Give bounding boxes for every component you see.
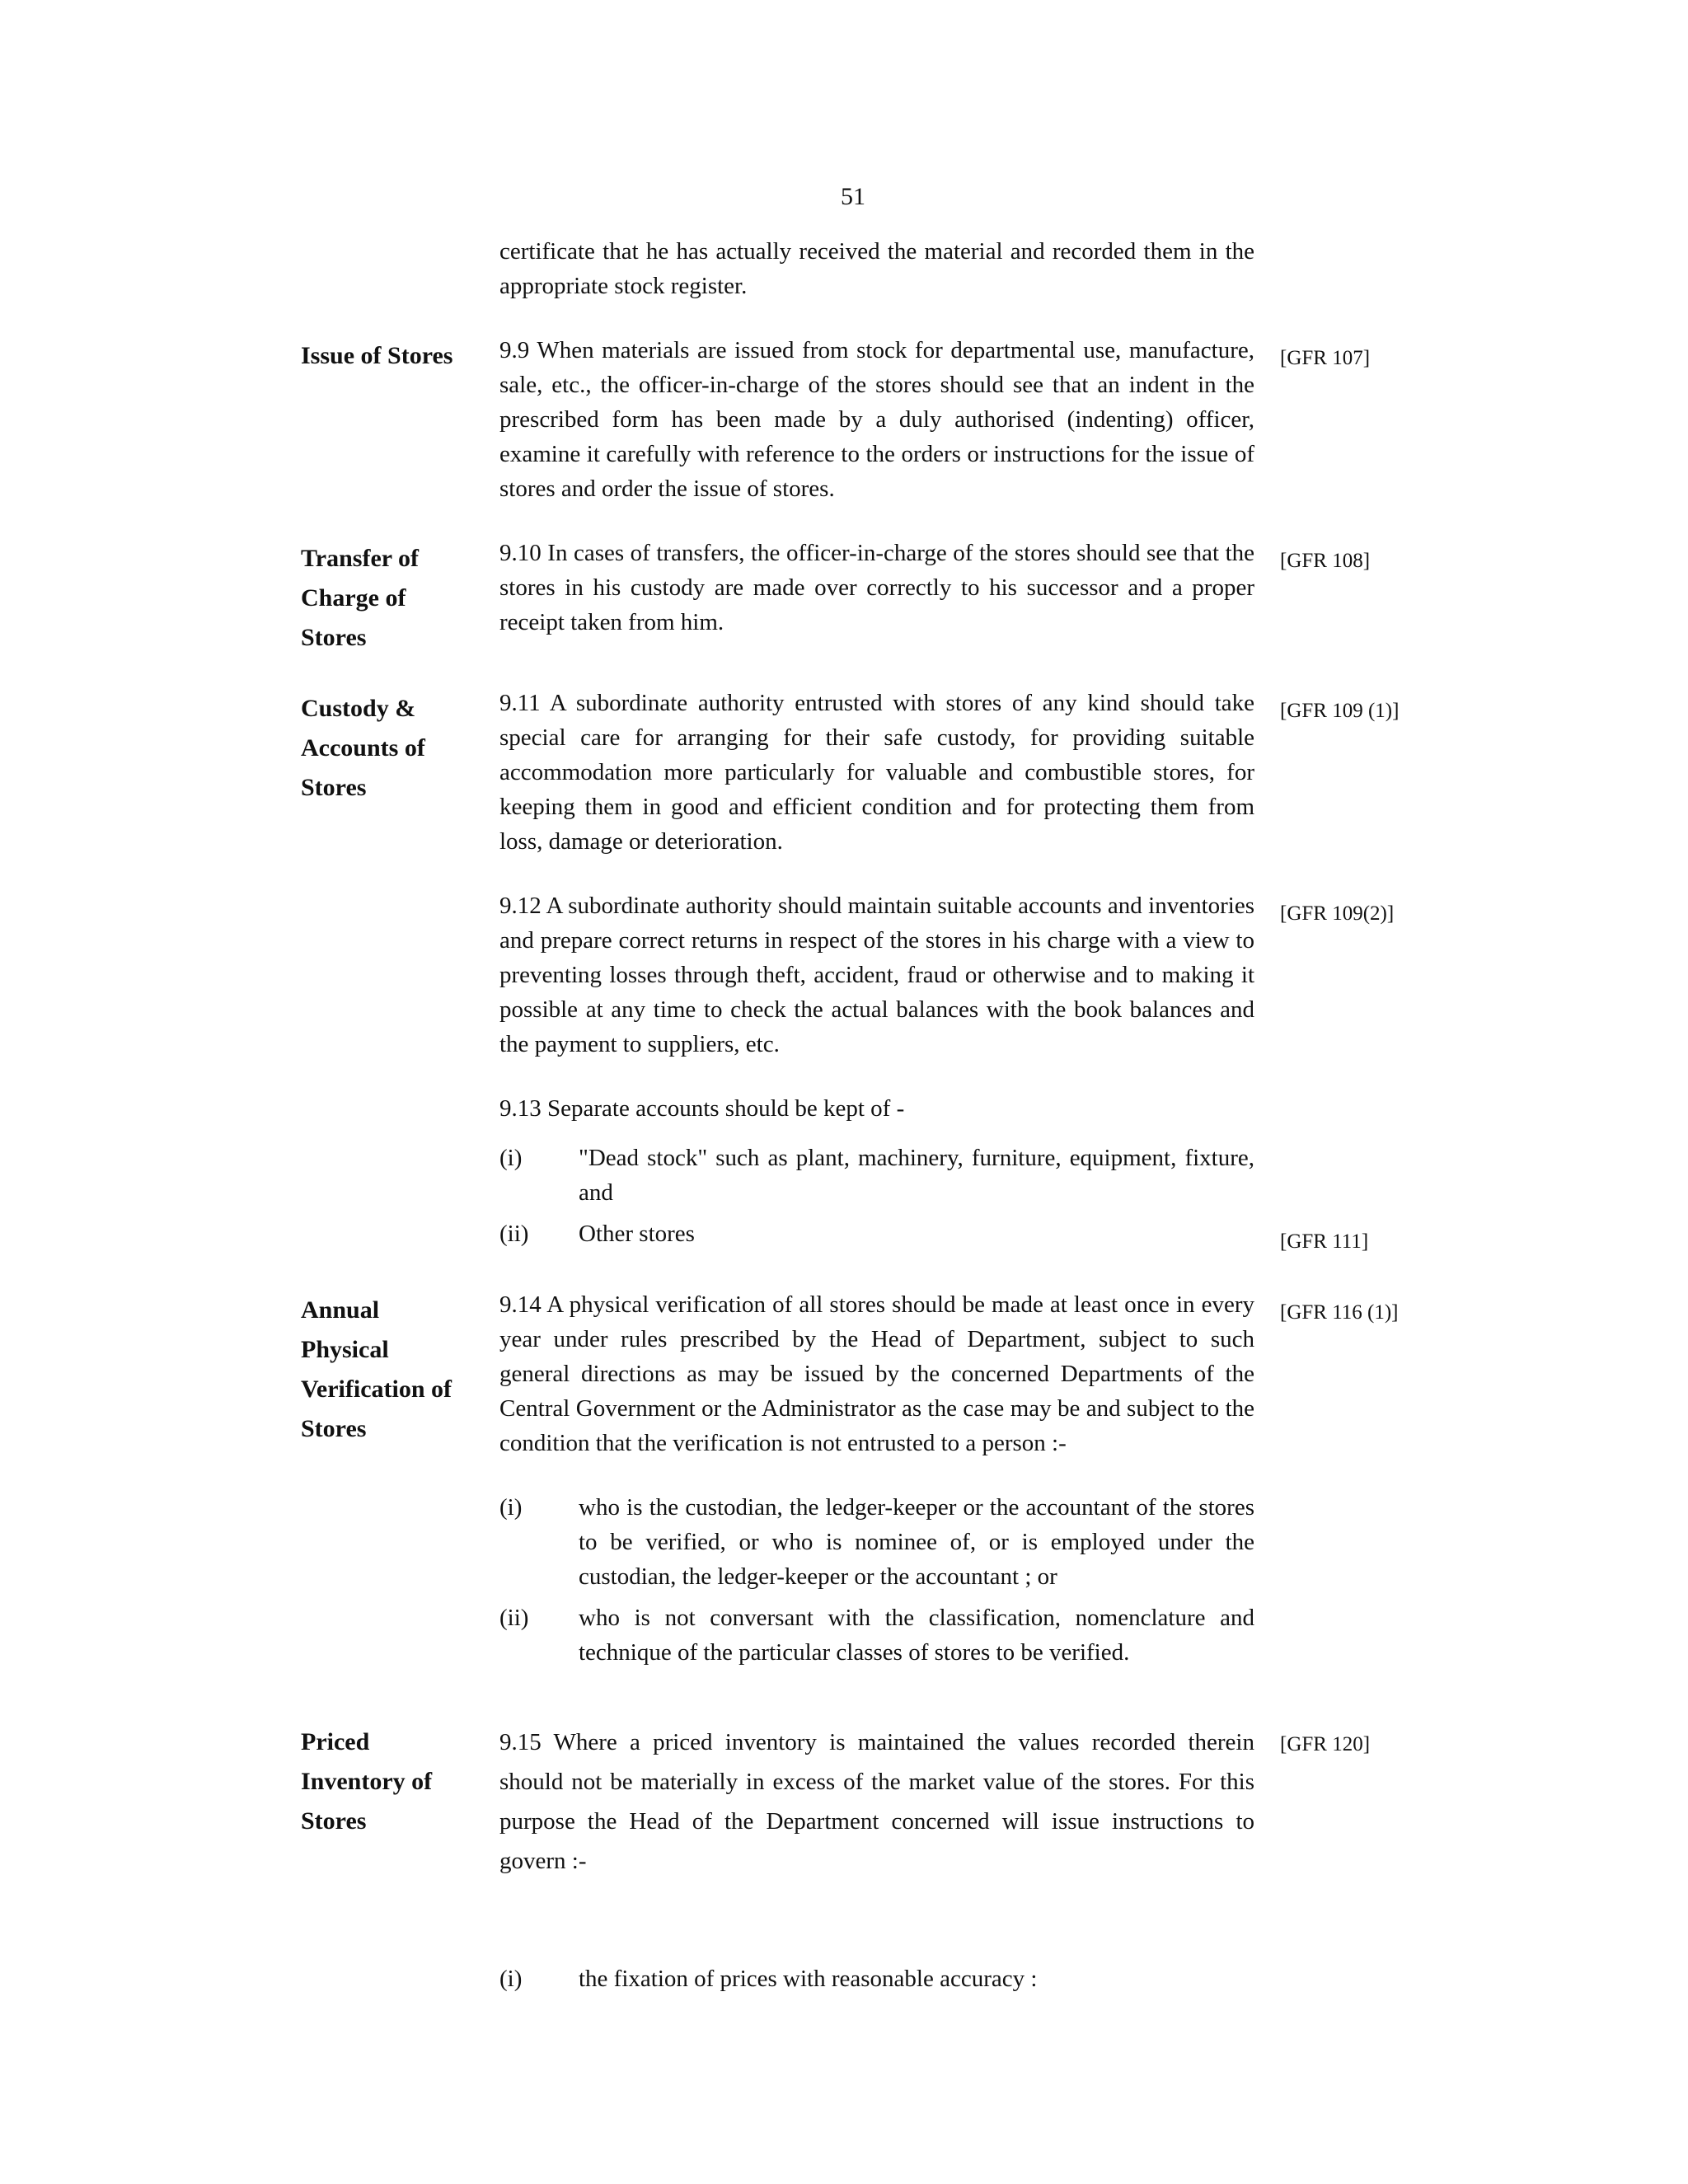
- list-item-number: (i): [499, 1966, 523, 1992]
- list-item-text: the fixation of prices with reasonable accuracy :: [579, 1966, 1038, 1992]
- side-heading-transfer-of-charge: [301, 539, 478, 658]
- side-heading-line: Stores: [301, 774, 367, 801]
- paragraph-9-10: 9.10 In cases of transfers, the officer-in-charge of the stores should see that the stores in his custody are made over correctly to his successor and a proper receipt taken from him.: [499, 540, 1254, 635]
- paragraph-9-15: 9.15 Where a priced inventory is maintained the values recorded therein should not be materially in excess of the market value of the stores. For this purpose the Head of the Department concerned will issue instructions to govern :-: [499, 1729, 1254, 1874]
- reference-gfr-116-1: [GFR 116 (1)]: [1280, 1301, 1399, 1324]
- list-item-number: (i): [499, 1145, 523, 1171]
- list-item: [499, 1216, 1254, 1251]
- list-item: [499, 1601, 1254, 1670]
- side-heading-line: Stores: [301, 1415, 367, 1442]
- list-item-number: (ii): [499, 1221, 529, 1247]
- list-item-text: who is not conversant with the classification, nomenclature and technique of the particular classes of stores to be verified.: [579, 1605, 1254, 1666]
- side-heading-line: Verification of: [301, 1376, 452, 1403]
- side-heading-line: Custody &: [301, 695, 416, 722]
- side-heading-custody-accounts: [301, 689, 478, 808]
- side-heading-line: Charge of: [301, 584, 406, 612]
- side-heading-line: Inventory of: [301, 1768, 433, 1795]
- list-item-text: who is the custodian, the ledger-keeper or the accountant of the stores to be verified, or who is nominee of, or is employed under the custodian, the ledger-keeper or the accountant ; or: [579, 1494, 1254, 1590]
- reference-gfr-107: [GFR 107]: [1280, 347, 1371, 369]
- reference-gfr-109-2: [GFR 109(2)]: [1280, 902, 1395, 925]
- side-heading-issue-of-stores: Issue of Stores: [301, 342, 453, 369]
- side-heading-line: Physical: [301, 1336, 389, 1363]
- paragraph-9-12: 9.12 A subordinate authority should maintain suitable accounts and inventories and prepare correct returns in respect of the stores in his charge with a view to preventing losses through theft, accident, fraud or otherwise and to making it possible at any time to check the actual balances with the book balances and the payment to suppliers, etc.: [499, 893, 1254, 1057]
- reference-gfr-120: [GFR 120]: [1280, 1733, 1371, 1755]
- paragraph-9-9: 9.9 When materials are issued from stock for departmental use, manufacture, sale, etc., the officer-in-charge of the stores should see that an indent in the prescribed form has been made by a duly authorised (indenting) officer, examine it carefully with reference to the orders or instructions for the issue of stores and order the issue of stores.: [499, 337, 1254, 502]
- paragraph-9-11: 9.11 A subordinate authority entrusted with stores of any kind should take special care for arranging for their safe custody, for providing suitable accommodation more particularly for valuable and combustible stores, for keeping them in good and efficient condition and for protecting them from loss, damage or deterioration.: [499, 690, 1254, 855]
- side-heading-line: Stores: [301, 1807, 367, 1835]
- list-item: [499, 1141, 1254, 1210]
- side-heading-line: Stores: [301, 624, 367, 651]
- list-item-text: Other stores: [579, 1221, 695, 1247]
- reference-gfr-111: [GFR 111]: [1280, 1230, 1369, 1253]
- paragraph-9-14: 9.14 A physical verification of all stores should be made at least once in every year under rules prescribed by the Head of Department, subject to such general directions as may be issued by the concerned Departments of the Central Government or the Administrator as the case may be and subject to the condition that the verification is not entrusted to a person :-: [499, 1291, 1254, 1456]
- side-heading-priced-inventory: [301, 1722, 478, 1841]
- list-item: [499, 1490, 1254, 1594]
- side-heading-line: Priced: [301, 1728, 370, 1755]
- list-item: [499, 1961, 1254, 1996]
- side-heading-line: Accounts of: [301, 734, 425, 762]
- side-heading-line: Annual: [301, 1296, 380, 1324]
- side-heading-line: Transfer of: [301, 545, 420, 572]
- list-item-text: "Dead stock" such as plant, machinery, furniture, equipment, fixture, and: [579, 1145, 1254, 1206]
- continuation-paragraph: certificate that he has actually received the material and recorded them in the appropriate stock register.: [499, 238, 1254, 299]
- reference-gfr-109-1: [GFR 109 (1)]: [1280, 700, 1400, 722]
- list-item-number: (i): [499, 1494, 523, 1521]
- side-heading-annual-physical-verification: [301, 1291, 478, 1449]
- paragraph-9-13: 9.13 Separate accounts should be kept of -: [499, 1095, 905, 1122]
- list-item-number: (ii): [499, 1605, 529, 1631]
- page-number: 51: [841, 183, 865, 210]
- reference-gfr-108: [GFR 108]: [1280, 550, 1371, 572]
